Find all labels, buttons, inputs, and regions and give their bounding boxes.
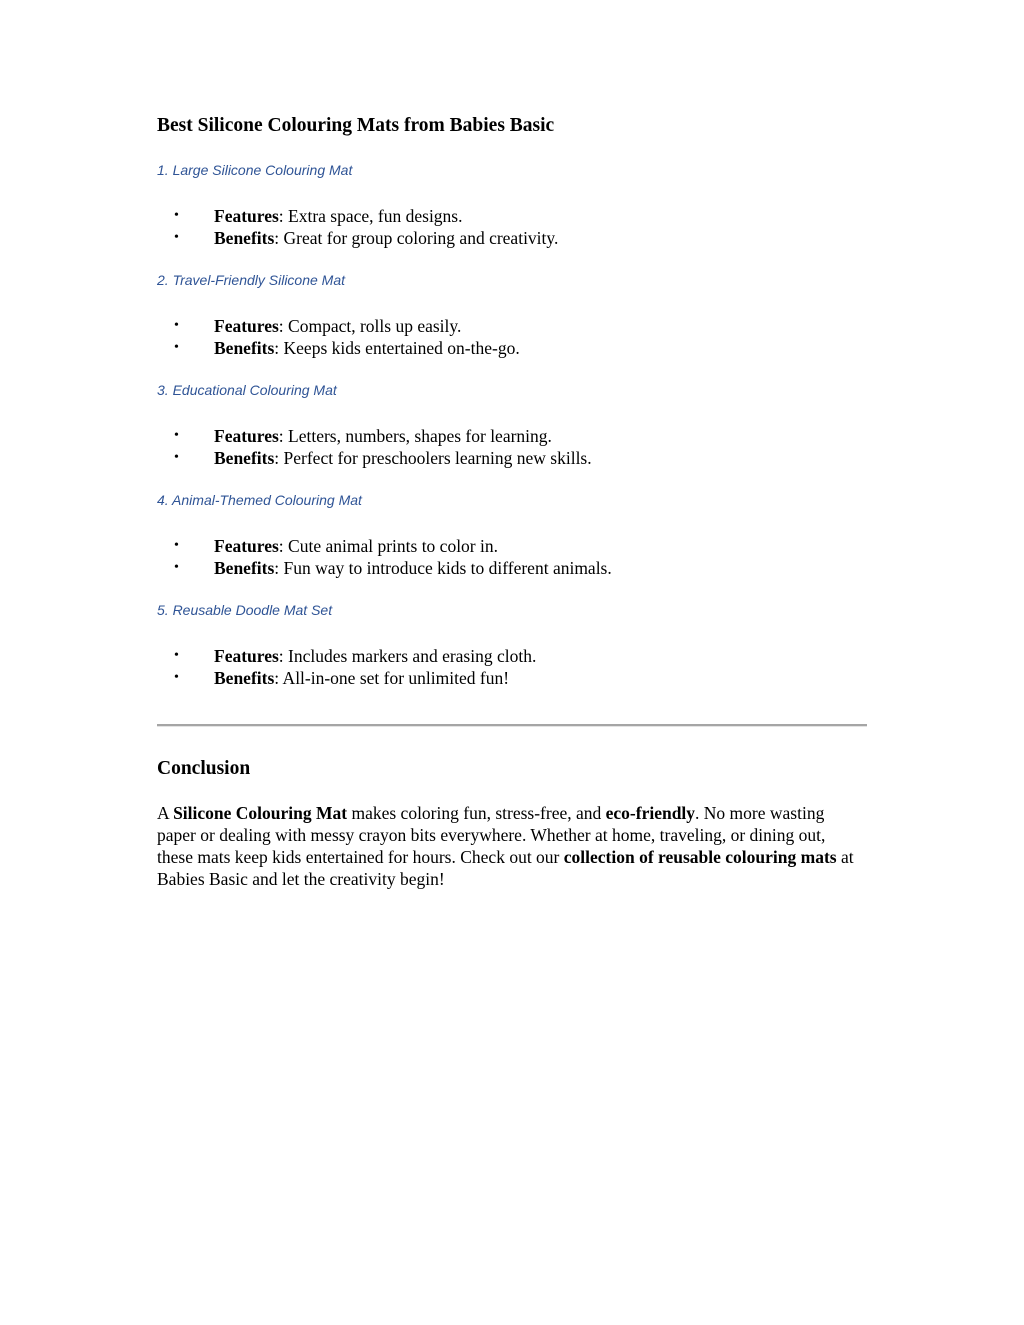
bullet-icon: • [174,450,179,465]
product-heading-3: 3. Educational Colouring Mat [157,382,337,398]
conclusion-paragraph [157,802,863,890]
features-text: : Extra space, fun designs. [278,206,463,226]
benefits-text: : Fun way to introduce kids to different animals. [274,558,612,578]
list-item [157,557,612,579]
benefits-text: : Keeps kids entertained on-the-go. [274,338,520,358]
product-heading-2: 2. Travel-Friendly Silicone Mat [157,272,346,288]
benefits-label: Benefits [214,448,275,468]
bullet-icon: • [174,560,179,575]
conclusion-text-2: makes coloring fun, stress-free, and [347,803,606,823]
features-label: Features [214,316,279,336]
product-list-4 [157,535,612,579]
product-list-2 [157,315,520,359]
list-item [157,645,536,667]
list-item [157,447,592,469]
product-heading-5: 5. Reusable Doodle Mat Set [157,602,333,618]
list-item [157,667,536,689]
benefits-text: : All-in-one set for unlimited fun! [274,668,510,688]
list-item [157,205,558,227]
features-text: : Letters, numbers, shapes for learning. [278,426,552,446]
product-list-3 [157,425,592,469]
bullet-icon: • [174,428,179,443]
list-item [157,425,592,447]
product-list-5 [157,645,536,689]
list-item [157,227,558,249]
list-item [157,535,612,557]
conclusion-bold-3: collection of reusable colouring mats [563,847,837,867]
features-text: : Includes markers and erasing cloth. [278,646,537,666]
conclusion-title: Conclusion [157,758,251,779]
benefits-label: Benefits [214,338,275,358]
list-item [157,315,520,337]
features-text: : Compact, rolls up easily. [278,316,462,336]
features-text: : Cute animal prints to color in. [278,536,498,556]
features-label: Features [214,536,279,556]
benefits-label: Benefits [214,668,275,688]
features-label: Features [214,426,279,446]
bullet-icon: • [174,230,179,245]
bullet-icon: • [174,670,179,685]
conclusion-bold-2: eco-friendly [605,803,696,823]
benefits-text: : Perfect for preschoolers learning new skills. [274,448,592,468]
benefits-label: Benefits [214,228,275,248]
bullet-icon: • [174,538,179,553]
bullet-icon: • [174,340,179,355]
conclusion-text-3: . No more wasting paper or dealing with messy crayon bits everywhere. Whether at home, traveling, or dining out, these mats keep kids entertained for hours. Check out our [157,803,826,867]
product-heading-4: 4. Animal-Themed Colouring Mat [157,492,362,508]
bullet-icon: • [174,648,179,663]
horizontal-divider [157,724,867,727]
conclusion-text-1: A [157,803,174,823]
product-list-1 [157,205,558,249]
page-title: Best Silicone Colouring Mats from Babies Basic [157,115,555,136]
features-label: Features [214,206,279,226]
bullet-icon: • [174,318,179,333]
features-label: Features [214,646,279,666]
benefits-text: : Great for group coloring and creativity. [274,228,559,248]
conclusion-text-4: at Babies Basic and let the creativity begin! [157,847,854,889]
benefits-label: Benefits [214,558,275,578]
product-heading-1: 1. Large Silicone Colouring Mat [157,162,353,178]
bullet-icon: • [174,208,179,223]
list-item [157,337,520,359]
conclusion-bold-1: Silicone Colouring Mat [173,803,348,823]
